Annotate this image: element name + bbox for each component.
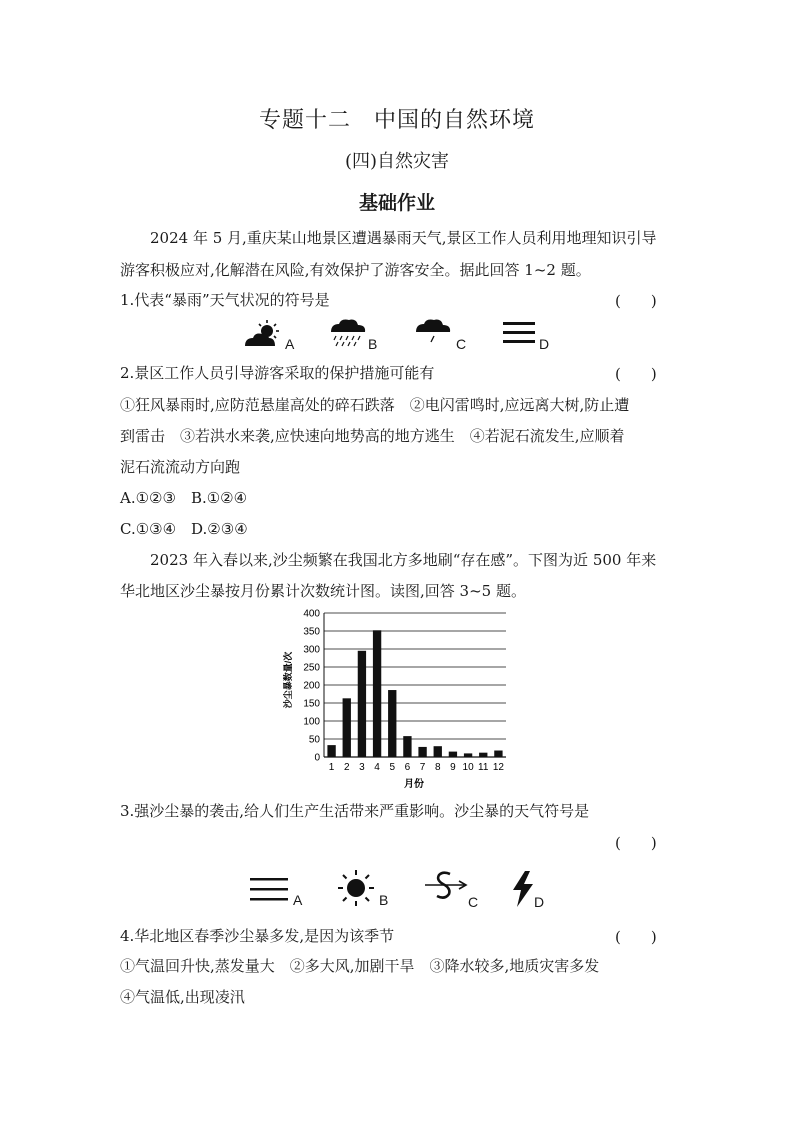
x-tick-label: 11 [478,762,489,773]
page-title: 专题十二 中国的自然环境 [258,108,535,133]
q3-option-a-label: A [293,892,303,908]
x-tick-label: 12 [492,762,504,773]
q2-answer-paren: ( ) [615,365,657,383]
y-tick-label: 0 [314,752,320,764]
bar-month-7 [418,747,426,757]
q1-option-c-label: C [456,336,467,352]
lightning-icon [510,870,536,908]
y-tick-label: 150 [303,698,320,710]
q3-answer-paren: ( ) [615,834,657,852]
x-tick-label: 3 [359,762,365,773]
cloud-light-rain-icon [413,316,453,350]
q1-option-d-label: D [539,336,550,352]
q3-stem: 3.强沙尘暴的袭击,给人们生产生活带来严重影响。沙尘暴的天气符号是 [120,802,590,820]
x-tick-label: 2 [343,762,350,773]
q2-options-cd: C.①③④ D.②③④ [120,520,248,538]
bar-month-2 [343,698,351,757]
y-tick-label: 400 [303,608,320,620]
q4-stem: 4.华北地区春季沙尘暴多发,是因为该季节 [120,927,395,945]
x-tick-label: 10 [462,762,474,773]
sun-icon [336,868,376,908]
x-tick-label: 1 [328,762,335,773]
y-tick-label: 50 [308,734,320,746]
bar-month-11 [479,753,487,757]
q3-option-c-label: C [468,894,479,910]
q2-options-ab: A.①②③ B.①②④ [120,489,248,507]
q4-answer-paren: ( ) [615,928,657,946]
y-tick-label: 250 [303,662,320,674]
y-tick-label: 100 [303,716,320,728]
q3-options [248,866,568,910]
intro2-line2: 华北地区沙尘暴按月份累计次数统计图。读图,回答 3~5 题。 [120,582,526,600]
bar-month-8 [434,746,442,757]
q1-option-b-label: B [368,336,378,352]
cloud-heavy-rain-icon [328,316,368,350]
q2-statement-line2: 到雷击 ③若洪水来袭,应快速向地势高的地方逃生 ④若泥石流发生,应顺着 [120,427,625,445]
sandstorm-monthly-chart [280,605,520,790]
bar-month-6 [403,736,411,757]
q1-answer-paren: ( ) [615,292,657,310]
q1-options [243,316,573,356]
sandstorm-symbol-icon [423,866,471,908]
q1-stem: 1.代表“暴雨”天气状况的符号是 [120,291,330,309]
bar-month-5 [388,690,396,757]
q4-statement-line2: ④气温低,出现凌汛 [120,988,245,1006]
intro1-line1: 2024 年 5 月,重庆某山地景区遭遇暴雨天气,景区工作人员利用地理知识引导 [150,229,657,247]
q2-statement-line1: ①狂风暴雨时,应防范悬崖高处的碎石跌落 ②电闪雷鸣时,应远离大树,防止遭 [120,396,630,414]
chart-x-axis-label: 月份 [404,779,424,790]
q4-statement-line1: ①气温回升快,蒸发量大 ②多大风,加剧干旱 ③降水较多,地质灾害多发 [120,957,600,975]
chart-grid [324,613,506,757]
bar-month-1 [327,745,335,757]
chart-y-ticks [303,609,320,764]
section-heading: 基础作业 [358,192,435,214]
bar-month-12 [494,751,502,757]
q1-option-a-label: A [285,336,295,352]
q3-option-b-label: B [379,892,389,908]
bar-month-9 [449,752,457,757]
x-tick-label: 5 [389,762,396,773]
q2-statement-line3: 泥石流流动方向跑 [120,458,241,476]
y-tick-label: 350 [303,626,320,638]
sun-behind-cloud-icon [243,318,285,350]
bar-month-10 [464,753,472,757]
y-tick-label: 300 [303,644,320,656]
x-tick-label: 4 [374,762,380,773]
x-tick-label: 9 [450,762,456,773]
q2-stem: 2.景区工作人员引导游客采取的保护措施可能有 [120,364,435,382]
q3-option-d-label: D [534,894,545,910]
intro2-line1: 2023 年入春以来,沙尘频繁在我国北方多地刷“存在感”。下图为近 500 年来 [150,551,657,569]
fog-lines-icon [248,874,290,904]
intro1-line2: 游客积极应对,化解潜在风险,有效保护了游客安全。据此回答 1~2 题。 [120,261,591,279]
page-subtitle: (四)自然灾害 [344,151,450,172]
chart-y-axis-label: 沙尘暴数量/次 [283,651,293,709]
bar-month-3 [358,651,366,757]
fog-lines-icon [501,320,537,346]
bar-month-4 [373,630,381,757]
x-tick-label: 8 [434,762,441,773]
x-tick-label: 6 [404,762,411,773]
x-tick-label: 7 [419,762,426,773]
y-tick-label: 200 [303,680,320,692]
chart-x-ticks [329,762,505,773]
